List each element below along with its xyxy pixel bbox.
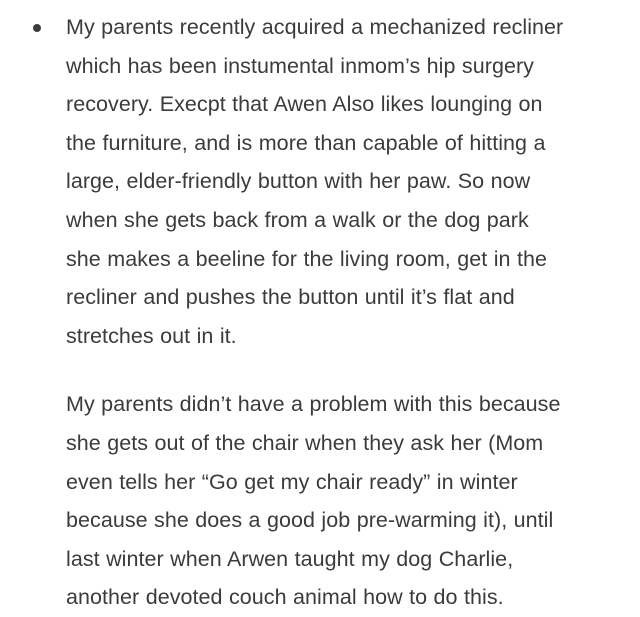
- text-line: when she gets back from a walk or the dog park: [66, 207, 529, 232]
- paragraph-charlie: [66, 385, 624, 617]
- text-line: because she does a good job pre-warming it), until: [66, 508, 554, 533]
- text-line: the furniture, and is more than capable of hitting a: [66, 130, 546, 155]
- text-line: large, elder-friendly button with her paw. So now: [66, 169, 531, 194]
- text-line: she makes a beeline for the living room, get in the: [66, 246, 548, 271]
- bullet-icon: [33, 24, 41, 32]
- paragraph-recliner: [66, 8, 624, 355]
- text-line: stretches out in it.: [66, 323, 237, 348]
- text-line: last winter when Arwen taught my dog Charlie,: [66, 546, 514, 571]
- text-line: another devoted couch animal how to do this.: [66, 585, 504, 610]
- text-line: recliner and pushes the button until it’s flat and: [66, 285, 515, 310]
- text-line: even tells her “Go get my chair ready” in winter: [66, 469, 518, 494]
- text-line: she gets out of the chair when they ask her (Mom: [66, 430, 544, 455]
- text-line: which has been instumental inmom’s hip surgery: [66, 53, 534, 78]
- text-line: My parents recently acquired a mechanized recliner: [66, 15, 564, 39]
- text-line: recovery. Execpt that Awen Also likes lounging on: [66, 92, 543, 117]
- text-line: My parents didn’t have a problem with this because: [66, 392, 561, 417]
